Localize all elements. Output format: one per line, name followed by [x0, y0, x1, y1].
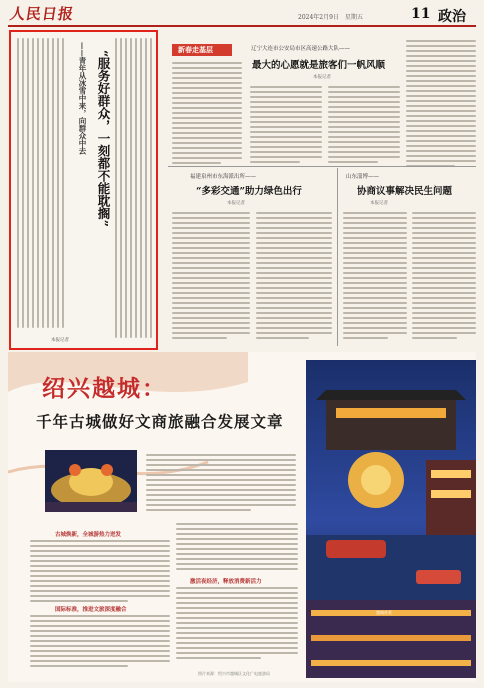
advertorial-body-3: [176, 523, 298, 573]
divider: [168, 166, 476, 167]
advertorial-subtitle[interactable]: 千年古城做好文商旅融合发展文章: [36, 412, 284, 431]
news3-body-col1: [343, 212, 407, 342]
commentary-text-right: [115, 38, 155, 338]
news1-body-col1: [172, 62, 242, 167]
commentary-box[interactable]: [9, 30, 158, 350]
commentary-subtitle: ——青年从冰雪中来，向群众中去: [78, 42, 87, 155]
page-number: 11: [411, 6, 431, 22]
news2-body-col1: [172, 212, 250, 342]
news1-body-col4: [406, 40, 476, 170]
news3-kicker: 山东淄博——: [346, 174, 380, 180]
advertorial-body-1: [30, 540, 170, 605]
news1-headline[interactable]: 最大的心愿就是旅客们一帆风顺: [252, 60, 386, 71]
news3-body-col2: [412, 212, 476, 342]
advertorial-body-2: [30, 615, 170, 670]
divider: [337, 168, 338, 346]
section-name: 政治: [438, 9, 466, 25]
commentary-title[interactable]: “服务好群众，一刻都不能耽搁”: [96, 50, 111, 227]
news2-headline[interactable]: “多彩交通”助力绿色出行: [196, 186, 302, 197]
advertorial-title[interactable]: 绍兴越城：: [42, 375, 167, 402]
commentary-byline: 本报记者: [51, 338, 69, 343]
page-header: [0, 0, 484, 28]
night-scene-photo[interactable]: [306, 360, 476, 678]
advertorial-body-4: [176, 587, 298, 662]
commentary-text-left: [17, 38, 69, 328]
advertorial-subhead-1: 古城焕新，全城游热力迸发: [55, 532, 122, 538]
dateline: 2024年2月9日 星期五: [298, 14, 363, 21]
column-tag-badge: [172, 44, 232, 56]
news1-body-col2: [250, 86, 322, 166]
news3-byline: 本报记者: [370, 201, 388, 206]
news3-headline[interactable]: 协商议事解决民生问题: [357, 186, 453, 197]
masthead-logo: 人民日报: [8, 5, 76, 23]
photo-caption: 越城夜景: [376, 610, 392, 615]
news2-byline: 本报记者: [227, 201, 245, 206]
news2-kicker: 福建泉州市东海派出所——: [190, 174, 257, 180]
advertorial-intro: [146, 454, 296, 514]
news1-body-col3: [328, 86, 400, 166]
advertorial-footer: 图片来源：绍兴市越城区文化广电旅游局: [198, 671, 270, 676]
advertorial-subhead-3: 激活夜经济，释放消费新活力: [190, 579, 262, 585]
news1-byline: 本报记者: [313, 75, 331, 80]
advertorial-subhead-2: 国际标准，推进文旅深度融合: [55, 607, 127, 613]
lantern-photo[interactable]: [45, 450, 137, 512]
column-tag-label: 新春走基层: [178, 45, 213, 54]
news2-body-col2: [256, 212, 332, 342]
news1-kicker: 辽宁大连市公安局市区高速公路大队——: [251, 46, 351, 52]
header-rule: [8, 25, 476, 27]
